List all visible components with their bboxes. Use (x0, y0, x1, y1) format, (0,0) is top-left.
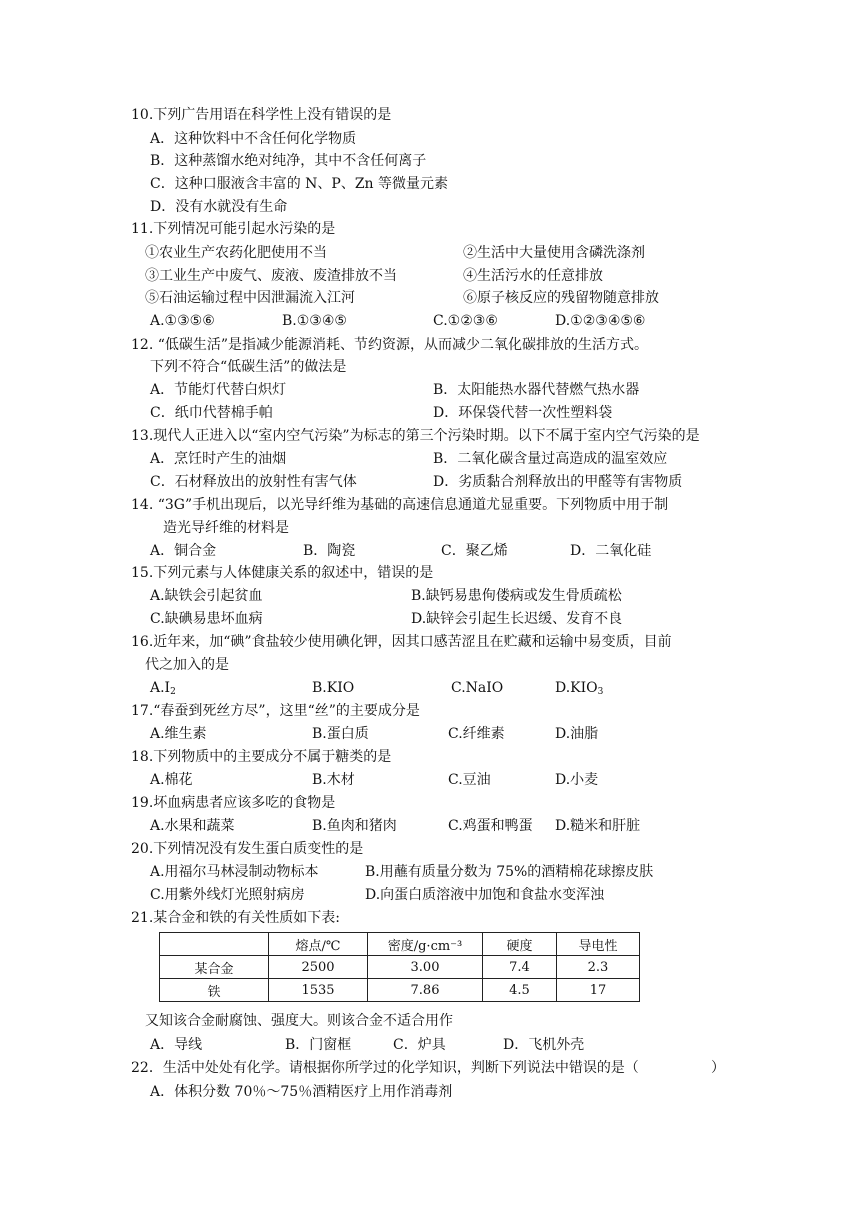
question-13-option-c[interactable]: C．石材释放出的放射性有害气体 (150, 474, 357, 490)
question-21-stem-line2: 又知该合金耐腐蚀、强度大。则该合金不适合用作 (145, 1013, 453, 1029)
question-12-option-b[interactable]: B．太阳能热水器代替燃气热水器 (433, 382, 640, 398)
question-14-option-c[interactable]: C．聚乙烯 (441, 543, 508, 559)
question-13-option-d[interactable]: D．劣质黏合剂释放出的甲醛等有害物质 (433, 474, 683, 490)
question-10-stem: 10.下列广告用语在科学性上没有错误的是 (131, 107, 392, 123)
question-21-option-d[interactable]: D．飞机外壳 (503, 1037, 585, 1053)
question-13-option-a[interactable]: A．烹饪时产生的油烟 (150, 451, 287, 467)
question-16-option-d[interactable] (555, 677, 603, 699)
question-12-option-a[interactable]: A．节能灯代替白炽灯 (150, 382, 287, 398)
question-19-option-d[interactable]: D.糙米和肝脏 (555, 818, 641, 834)
question-11-item-1: ①农业生产农药化肥使用不当 (145, 245, 327, 261)
table-header-row (160, 933, 640, 956)
question-20-option-c[interactable]: C.用紫外线灯光照射病房 (150, 887, 305, 903)
question-19-option-a[interactable]: A.水果和蔬菜 (150, 818, 235, 834)
question-18-option-d[interactable]: D.小麦 (555, 772, 599, 788)
question-14-stem: 14. “3G”手机出现后，以光导纤维为基础的高速信息通道尤显重要。下列物质中用于制 (131, 497, 669, 513)
question-21-option-a[interactable]: A．导线 (150, 1037, 203, 1053)
table-header-cell (160, 933, 269, 956)
option-a-text: A.I (150, 680, 171, 696)
table-cell: 1535 (269, 979, 368, 1002)
question-10-option-d[interactable]: D．没有水就没有生命 (150, 199, 288, 215)
question-11-item-2: ②生活中大量使用含磷洗涤剂 (463, 245, 645, 261)
subscript-3: 3 (597, 687, 604, 697)
question-14-option-a[interactable]: A．铜合金 (150, 543, 217, 559)
question-15-stem: 15.下列元素与人体健康关系的叙述中，错误的是 (131, 565, 434, 581)
table-header-cell: 熔点/℃ (269, 933, 368, 956)
question-13-option-b[interactable]: B．二氧化碳含量过高造成的温室效应 (433, 451, 668, 467)
table-cell: 4.5 (483, 979, 557, 1002)
question-21-option-c[interactable]: C．炉具 (393, 1037, 446, 1053)
question-13-stem: 13.现代人正进入以“室内空气污染”为标志的第三个污染时期。以下不属于室内空气污染的是 (131, 428, 700, 444)
question-22-option-a[interactable]: A．体积分数 70％～75％酒精医疗上用作消毒剂 (150, 1084, 453, 1100)
question-12-stem-line2: 下列不符合“低碳生活”的做法是 (150, 359, 347, 375)
question-11-option-d[interactable]: D.①②③④⑤⑥ (555, 313, 646, 329)
question-10-option-b[interactable]: B．这种蒸馏水绝对纯净，其中不含任何离子 (150, 153, 427, 169)
table-cell: 7.86 (368, 979, 483, 1002)
question-19-option-b[interactable]: B.鱼肉和猪肉 (312, 818, 397, 834)
answer-paren-close: ） (711, 1060, 725, 1076)
question-17-option-c[interactable]: C.纤维素 (448, 726, 505, 742)
question-18-option-c[interactable]: C.豆油 (448, 772, 491, 788)
question-11-item-3: ③工业生产中废气、废液、废渣排放不当 (145, 268, 397, 284)
question-12-option-d[interactable]: D．环保袋代替一次性塑料袋 (433, 405, 613, 421)
question-11-item-4: ④生活污水的任意排放 (463, 268, 603, 284)
table-cell: 2.3 (557, 956, 640, 979)
table-cell: 7.4 (483, 956, 557, 979)
question-20-option-d[interactable]: D.向蛋白质溶液中加饱和食盐水变浑浊 (365, 887, 605, 903)
question-16-stem: 16.近年来，加“碘”食盐较少使用碘化钾，因其口感苦涩且在贮藏和运输中易变质，目前 (131, 634, 672, 650)
question-22-stem: 22．生活中处处有化学。请根据你所学过的化学知识，判断下列说法中错误的是（ (131, 1060, 639, 1076)
question-18-option-b[interactable]: B.木材 (312, 772, 355, 788)
question-19-option-c[interactable]: C.鸡蛋和鸭蛋 (448, 818, 533, 834)
question-15-option-b[interactable]: B.缺钙易患佝偻病或发生骨质疏松 (411, 588, 622, 604)
question-11-item-5: ⑤石油运输过程中因泄漏流入江河 (145, 290, 355, 306)
table-cell: 17 (557, 979, 640, 1002)
question-17-option-b[interactable]: B.蛋白质 (312, 726, 369, 742)
question-17-option-d[interactable]: D.油脂 (555, 726, 599, 742)
question-16-option-a[interactable] (150, 677, 176, 699)
question-11-option-c[interactable]: C.①②③⑥ (433, 313, 498, 329)
question-12-option-c[interactable]: C．纸巾代替棉手帕 (150, 405, 273, 421)
table-row (160, 979, 640, 1002)
properties-table (159, 932, 640, 1002)
table-row (160, 956, 640, 979)
table-cell: 3.00 (368, 956, 483, 979)
question-20-stem: 20.下列情况没有发生蛋白质变性的是 (131, 841, 364, 857)
table-cell: 铁 (160, 979, 269, 1002)
question-15-option-a[interactable]: A.缺铁会引起贫血 (150, 588, 263, 604)
table-cell: 2500 (269, 956, 368, 979)
question-11-option-a[interactable]: A.①③⑤⑥ (150, 313, 215, 329)
question-20-option-a[interactable]: A.用福尔马林浸制动物标本 (150, 864, 319, 880)
question-17-stem: 17.“春蚕到死丝方尽”，这里“丝”的主要成分是 (131, 703, 420, 719)
question-15-option-c[interactable]: C.缺碘易患坏血病 (150, 611, 263, 627)
question-11-stem: 11.下列情况可能引起水污染的是 (131, 221, 336, 237)
question-19-stem: 19.坏血病患者应该多吃的食物是 (131, 795, 336, 811)
table-header-cell: 导电性 (557, 933, 640, 956)
question-16-option-b[interactable]: B.KIO (312, 680, 355, 696)
question-21-option-b[interactable]: B．门窗框 (285, 1037, 352, 1053)
question-10-option-a[interactable]: A．这种饮料中不含任何化学物质 (150, 131, 357, 147)
question-10-option-c[interactable]: C．这种口服液含丰富的 N、P、Zn 等微量元素 (150, 176, 449, 192)
question-16-stem-line2: 代之加入的是 (145, 657, 229, 673)
question-17-option-a[interactable]: A.维生素 (150, 726, 207, 742)
table-header-cell: 密度/g·cm⁻³ (368, 933, 483, 956)
question-14-stem-line2: 造光导纤维的材料是 (163, 520, 289, 536)
table-cell: 某合金 (160, 956, 269, 979)
question-21-stem: 21.某合金和铁的有关性质如下表: (131, 910, 340, 926)
question-20-option-b[interactable]: B.用蘸有质量分数为 75%的酒精棉花球擦皮肤 (365, 864, 654, 880)
question-18-option-a[interactable]: A.棉花 (150, 772, 193, 788)
question-11-item-6: ⑥原子核反应的残留物随意排放 (463, 290, 659, 306)
question-16-option-c[interactable]: C.NaIO (451, 680, 504, 696)
question-18-stem: 18.下列物质中的主要成分不属于糖类的是 (131, 749, 392, 765)
option-d-text: D.KIO (555, 680, 598, 696)
question-11-option-b[interactable]: B.①③④⑤ (282, 313, 347, 329)
table-header-cell: 硬度 (483, 933, 557, 956)
question-12-stem: 12. “低碳生活”是指减少能源消耗、节约资源，从而减少二氧化碳排放的生活方式。 (131, 337, 649, 353)
question-15-option-d[interactable]: D.缺锌会引起生长迟缓、发育不良 (411, 611, 623, 627)
question-14-option-d[interactable]: D．二氧化硅 (570, 543, 652, 559)
question-14-option-b[interactable]: B．陶瓷 (303, 543, 356, 559)
subscript-2: 2 (170, 687, 176, 697)
